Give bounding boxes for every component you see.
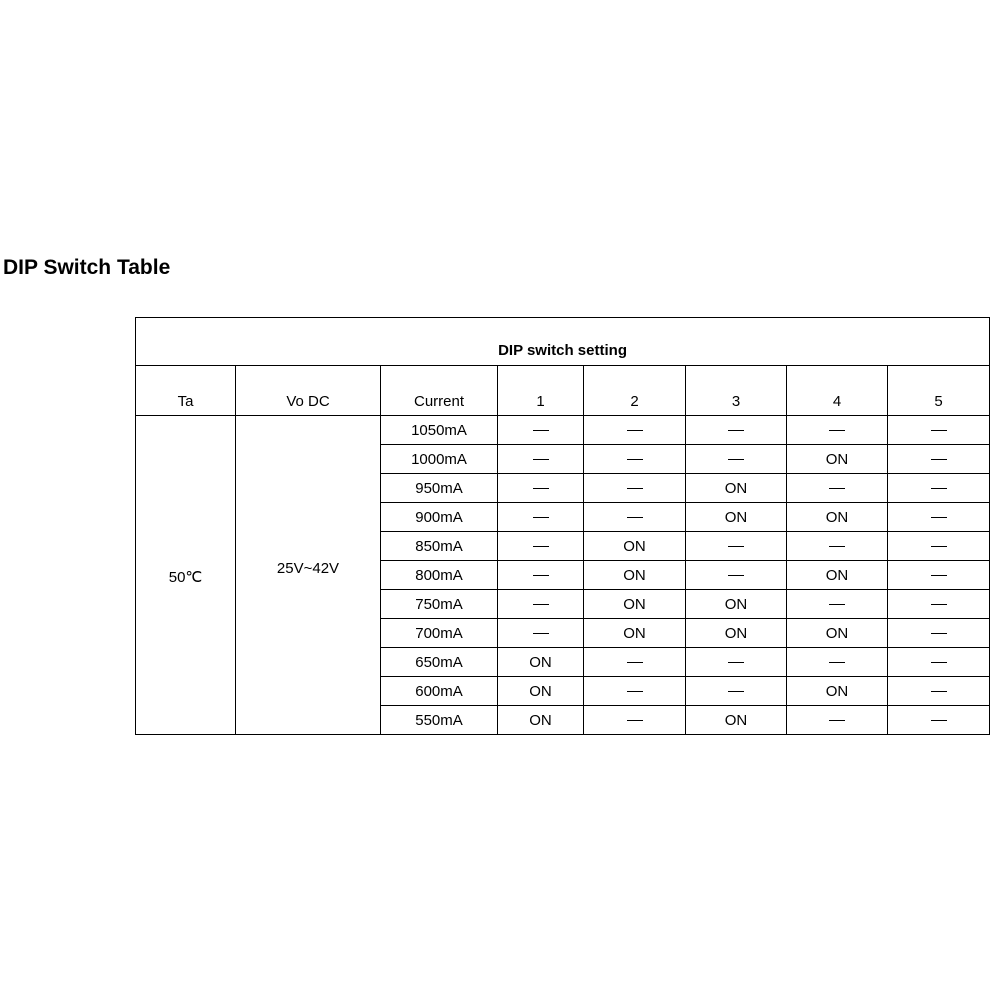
switch-5-cell [888,619,990,648]
off-dash [829,662,845,663]
off-dash [829,604,845,605]
switch-1-cell [498,503,584,532]
header-row [136,366,990,416]
switch-5-cell [888,416,990,445]
switch-5-cell [888,648,990,677]
switch-1-cell [498,590,584,619]
current-cell: 600mA [381,677,498,706]
switch-1-cell [498,474,584,503]
table-caption: DIP switch setting [136,318,990,366]
switch-3-cell: ON [686,503,787,532]
off-dash [829,430,845,431]
switch-4-cell: ON [787,503,888,532]
off-dash [728,575,744,576]
off-dash [728,430,744,431]
off-dash [931,430,947,431]
off-dash [931,691,947,692]
switch-3-cell: ON [686,706,787,735]
switch-4-cell [787,590,888,619]
current-cell: 750mA [381,590,498,619]
switch-2-cell [584,648,686,677]
switch-5-cell [888,590,990,619]
off-dash [931,517,947,518]
off-dash [627,662,643,663]
switch-3-cell: ON [686,474,787,503]
off-dash [829,488,845,489]
off-dash [728,662,744,663]
switch-4-cell [787,474,888,503]
off-dash [931,662,947,663]
switch-4-cell: ON [787,561,888,590]
off-dash [533,575,549,576]
off-dash [533,517,549,518]
switch-2-cell [584,677,686,706]
off-dash [627,517,643,518]
current-cell: 700mA [381,619,498,648]
header-switch-3: 3 [686,366,787,416]
switch-3-cell [686,532,787,561]
off-dash [728,691,744,692]
switch-2-cell [584,706,686,735]
switch-1-cell: ON [498,648,584,677]
switch-3-cell: ON [686,590,787,619]
current-cell: 850mA [381,532,498,561]
switch-5-cell [888,706,990,735]
current-cell: 550mA [381,706,498,735]
switch-5-cell [888,445,990,474]
header-switch-4: 4 [787,366,888,416]
switch-2-cell: ON [584,561,686,590]
table-row [136,416,990,445]
switch-2-cell [584,474,686,503]
switch-2-cell [584,416,686,445]
switch-2-cell: ON [584,619,686,648]
page-title: DIP Switch Table [3,256,171,279]
off-dash [627,430,643,431]
switch-2-cell [584,503,686,532]
off-dash [931,633,947,634]
off-dash [931,488,947,489]
switch-3-cell [686,648,787,677]
switch-2-cell [584,445,686,474]
switch-1-cell [498,532,584,561]
table-caption-row [136,318,990,366]
switch-5-cell [888,503,990,532]
off-dash [627,459,643,460]
current-cell: 1000mA [381,445,498,474]
off-dash [627,720,643,721]
current-cell: 800mA [381,561,498,590]
switch-1-cell: ON [498,677,584,706]
off-dash [533,604,549,605]
switch-5-cell [888,532,990,561]
current-cell: 950mA [381,474,498,503]
header-vo-dc: Vo DC [236,366,381,416]
header-switch-2: 2 [584,366,686,416]
off-dash [533,430,549,431]
switch-3-cell [686,677,787,706]
off-dash [931,720,947,721]
switch-3-cell [686,416,787,445]
switch-4-cell [787,648,888,677]
switch-2-cell: ON [584,532,686,561]
switch-3-cell [686,561,787,590]
current-cell: 900mA [381,503,498,532]
switch-5-cell [888,474,990,503]
header-switch-5: 5 [888,366,990,416]
switch-1-cell [498,619,584,648]
off-dash [931,546,947,547]
off-dash [533,459,549,460]
switch-2-cell: ON [584,590,686,619]
off-dash [829,546,845,547]
switch-3-cell [686,445,787,474]
switch-4-cell: ON [787,677,888,706]
off-dash [728,546,744,547]
header-switch-1: 1 [498,366,584,416]
ta-value: 50℃ [136,416,236,735]
off-dash [533,633,549,634]
switch-5-cell [888,561,990,590]
off-dash [533,488,549,489]
switch-5-cell [888,677,990,706]
off-dash [627,691,643,692]
switch-1-cell [498,416,584,445]
switch-1-cell [498,445,584,474]
off-dash [931,604,947,605]
vo-dc-value: 25V~42V [236,416,381,735]
off-dash [728,459,744,460]
switch-1-cell [498,561,584,590]
switch-3-cell: ON [686,619,787,648]
switch-4-cell: ON [787,619,888,648]
header-current: Current [381,366,498,416]
current-cell: 1050mA [381,416,498,445]
switch-4-cell [787,416,888,445]
off-dash [829,720,845,721]
switch-4-cell [787,532,888,561]
switch-4-cell [787,706,888,735]
off-dash [533,546,549,547]
off-dash [931,575,947,576]
off-dash [931,459,947,460]
header-ta: Ta [136,366,236,416]
off-dash [627,488,643,489]
switch-4-cell: ON [787,445,888,474]
switch-1-cell: ON [498,706,584,735]
current-cell: 650mA [381,648,498,677]
dip-switch-table [135,317,990,735]
